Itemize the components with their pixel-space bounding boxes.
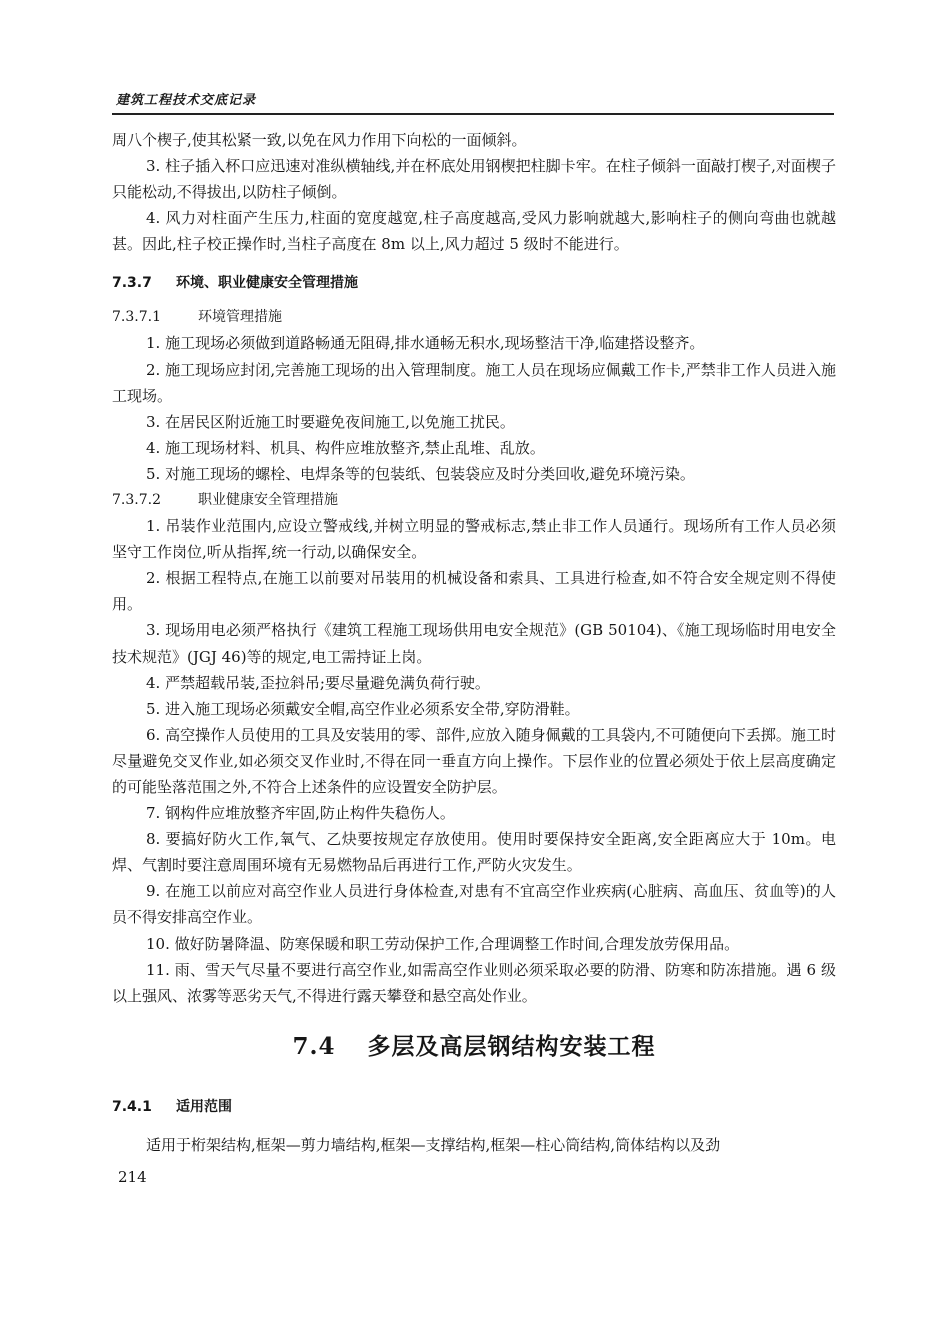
list-item: 1. 施工现场必须做到道路畅通无阻碍,排水通畅无积水,现场整洁干净,临建搭设整齐。 xyxy=(146,334,705,353)
section-number: 7.3.7 xyxy=(112,275,152,292)
subsection-number: 7.3.7.2 xyxy=(112,492,161,509)
section-number: 7.4.1 xyxy=(112,1098,152,1115)
list-item: 6. 高空操作人员使用的工具及安装用的零、部件,应放入随身佩戴的工具袋内,不可随便向下丢掷。施工时尽量避免交叉作业,如必须交叉作业时,不得在同一垂直方向上操作。下层作业的位置必须处于依上层高度确定的可能坠落范围之外,不符合上述条件的应设置安全防护层。 xyxy=(112,725,836,796)
paragraph: 4. 风力对柱面产生压力,柱面的宽度越宽,柱子高度越高,受风力影响就越大,影响柱子的侧向弯曲也就越甚。因此,柱子校正操作时,当柱子高度在 8m 以上,风力超过 5 级时不能进行。 xyxy=(112,209,836,254)
paragraph: 3. 柱子插入杯口应迅速对准纵横轴线,并在杯底处用钢楔把柱脚卡牢。在柱子倾斜一面敲打楔子,对面楔子只能松动,不得拔出,以防柱子倾倒。 xyxy=(112,157,836,202)
list-item: 1. 吊装作业范围内,应设立警戒线,并树立明显的警戒标志,禁止非工作人员通行。现场所有工作人员必须坚守工作岗位,听从指挥,统一行动,以确保安全。 xyxy=(112,517,836,562)
list-item: 4. 施工现场材料、机具、构件应堆放整齐,禁止乱堆、乱放。 xyxy=(146,438,545,457)
section-title: 适用范围 xyxy=(176,1098,232,1115)
section-heading-7-4-1 xyxy=(112,1096,836,1118)
list-item: 2. 根据工程特点,在施工以前要对吊装用的机械设备和索具、工具进行检查,如不符合安全规定则不得使用。 xyxy=(112,569,836,614)
list-item: 10. 做好防暑降温、防寒保暖和职工劳动保护工作,合理调整工作时间,合理发放劳保用品。 xyxy=(146,934,740,953)
list-item: 3. 现场用电必须严格执行《建筑工程施工现场供用电安全规范》(GB 50104)、《施工现场临时用电安全技术规范》(JGJ 46)等的规定,电工需持证上岗。 xyxy=(112,621,836,666)
chapter-title-7-4 xyxy=(112,1031,836,1063)
list-item: 11. 雨、雪天气尽量不要进行高空作业,如需高空作业则必须采取必要的防滑、防寒和防冻措施。遇 6 级以上强风、浓雾等恶劣天气,不得进行露天攀登和悬空高处作业。 xyxy=(112,960,836,1005)
list-item: 8. 要搞好防火工作,氧气、乙炔要按规定存放使用。使用时要保持安全距离,安全距离应大于 10m。电焊、气割时要注意周围环境有无易燃物品后再进行工作,严防火灾发生。 xyxy=(112,830,836,875)
list-item: 7. 钢构件应堆放整齐牢固,防止构件失稳伤人。 xyxy=(146,804,455,823)
subsection-heading-7-3-7-1 xyxy=(112,304,836,330)
paragraph: 适用于桁架结构,框架—剪力墙结构,框架—支撑结构,框架—柱心筒结构,筒体结构以及劲 xyxy=(146,1135,721,1154)
subsection-title: 环境管理措施 xyxy=(198,309,282,326)
section-title: 环境、职业健康安全管理措施 xyxy=(176,275,358,292)
paragraph-continuation: 周八个楔子,使其松紧一致,以免在风力作用下向松的一面倾斜。 xyxy=(112,131,527,149)
chapter-number: 7.4 xyxy=(292,1032,336,1060)
list-item: 5. 进入施工现场必须戴安全帽,高空作业必须系安全带,穿防滑鞋。 xyxy=(146,699,580,718)
list-item: 2. 施工现场应封闭,完善施工现场的出入管理制度。施工人员在现场应佩戴工作卡,严禁非工作人员进入施工现场。 xyxy=(112,360,836,405)
subsection-number: 7.3.7.1 xyxy=(112,309,161,326)
subsection-title: 职业健康安全管理措施 xyxy=(198,492,338,509)
chapter-title-text: 多层及高层钢结构安装工程 xyxy=(367,1032,656,1060)
list-item: 3. 在居民区附近施工时要避免夜间施工,以免施工扰民。 xyxy=(146,412,515,431)
list-item: 9. 在施工以前应对高空作业人员进行身体检查,对患有不宜高空作业疾病(心脏病、高血压、贫血等)的人员不得安排高空作业。 xyxy=(112,882,836,927)
subsection-heading-7-3-7-2 xyxy=(112,487,836,513)
page-body xyxy=(112,127,836,1158)
section-heading-7-3-7 xyxy=(112,272,836,294)
list-item: 4. 严禁超载吊装,歪拉斜吊;要尽量避免满负荷行驶。 xyxy=(146,673,490,692)
running-header: 建筑工程技术交底记录 xyxy=(116,93,257,108)
header-rule xyxy=(112,113,834,115)
list-item: 5. 对施工现场的螺栓、电焊条等的包装纸、包装袋应及时分类回收,避免环境污染。 xyxy=(146,464,695,483)
page-number: 214 xyxy=(118,1168,147,1186)
